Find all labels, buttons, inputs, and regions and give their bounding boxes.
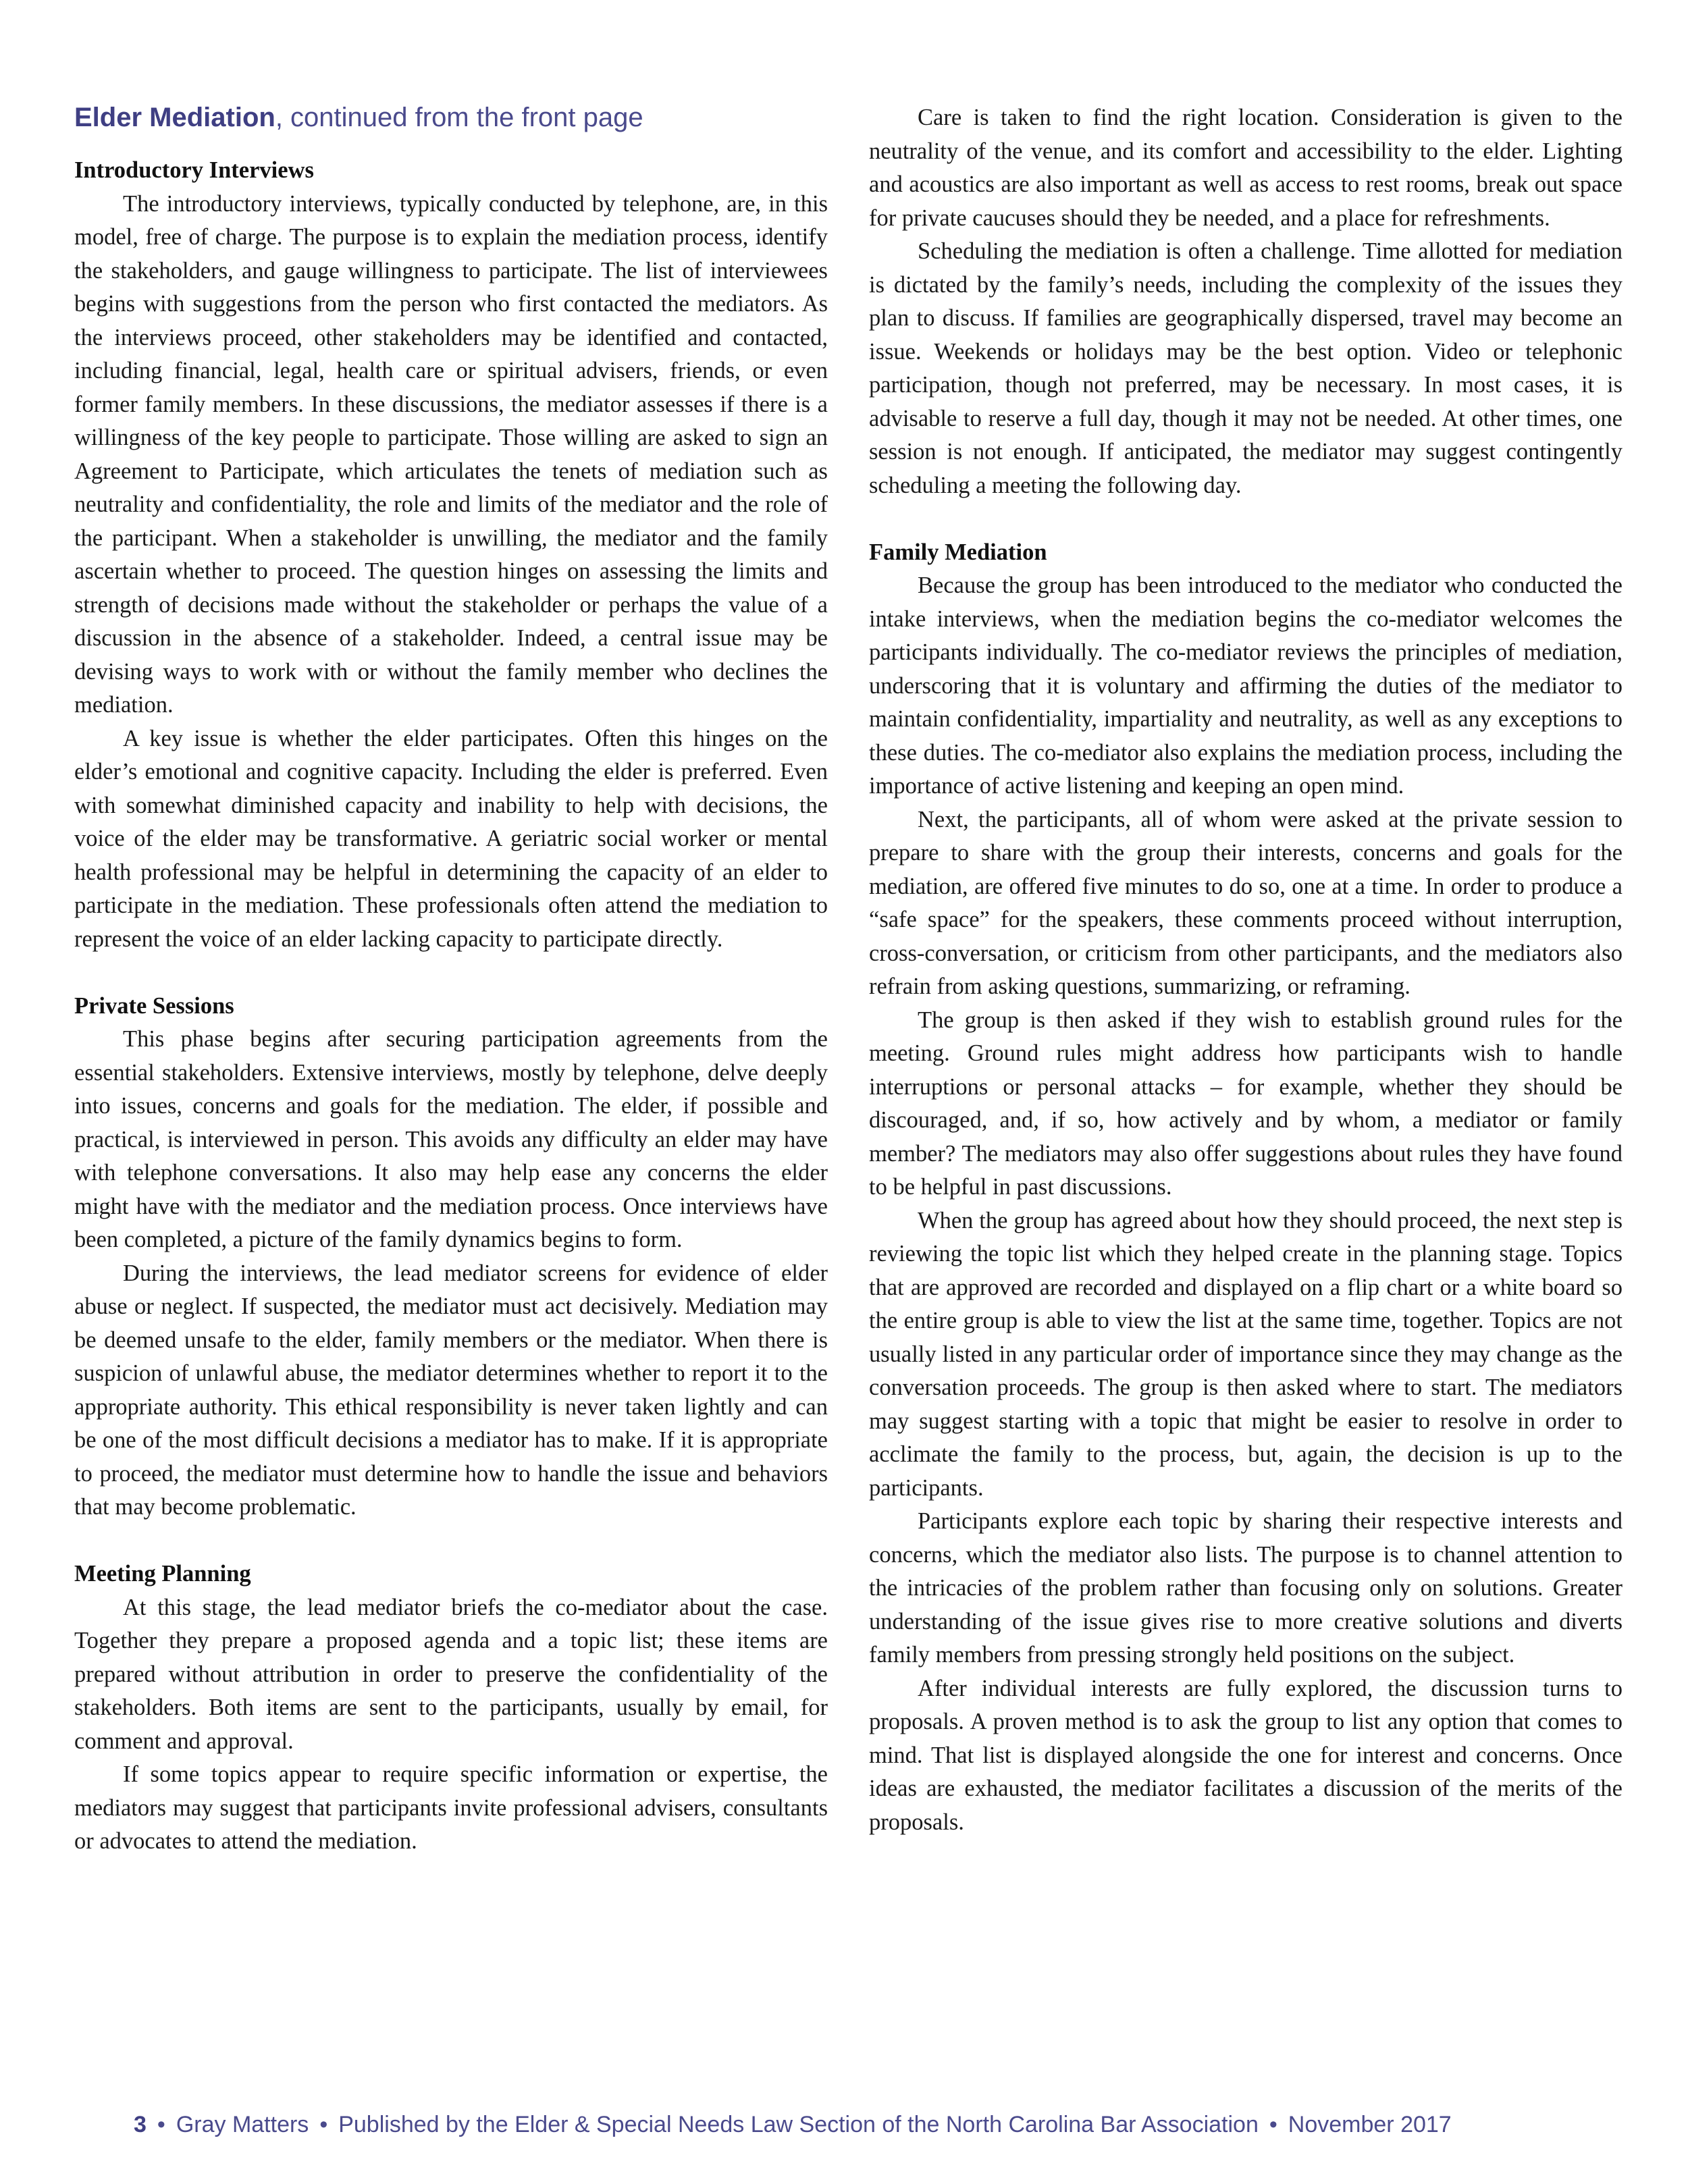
publication-name: Gray Matters (176, 2112, 309, 2137)
section-heading-introductory-interviews: Introductory Interviews (74, 157, 314, 183)
publisher-line: Published by the Elder & Special Needs Law Section of the North Carolina Bar Association (338, 2112, 1259, 2137)
paragraph: This phase begins after securing participation agreements from the essential stakeholders. Extensive interviews, mostly by telephone, delve deeply into issues, concerns and goals for the mediation. The elder, if possible and practical, is interviewed in person. This avoids any difficulty an elder may have with telephone conversations. It also may help ease any concerns the elder might have with the mediator and the mediation process. Once interviews have been completed, a picture of the family dynamics begins to form. (74, 1026, 828, 1252)
paragraph: Next, the participants, all of whom were asked at the private session to prepare to share with the group their interests, concerns and goals for the mediation, are offered five minutes to do so, one at a time. In order to produce a “safe space” for the speakers, these comments proceed without interruption, cross-conversation, or criticism from other participants, and the mediators also refrain from asking questions, summarizing, or reframing. (869, 806, 1623, 999)
section-gap (869, 502, 1623, 536)
right-column (869, 101, 1623, 1839)
bullet-separator: • (319, 2112, 328, 2137)
continued-note: , continued from the front page (275, 103, 643, 132)
section-heading-family-mediation: Family Mediation (869, 539, 1047, 565)
paragraph: During the interviews, the lead mediator screens for evidence of elder abuse or neglect. If suspected, the mediator must act decisively. Mediation may be deemed unsafe to the elder, family members or the mediator. When there is suspicion of unlawful abuse, the mediator determines whether to report it to the appropriate authority. This ethical responsibility is never taken lightly and can be one of the most difficult decisions a mediator has to make. If it is appropriate to proceed, the mediator must determine how to handle the issue and behaviors that may become problematic. (74, 1260, 828, 1520)
paragraph: When the group has agreed about how they should proceed, the next step is reviewing the topic list which they helped create in the planning stage. Topics that are approved are recorded and displayed on a flip chart or a white board so the entire group is able to view the list at the same time, together. Topics are not usually listed in any particular order of importance since they may change as the conversation proceeds. The group is then asked where to start. The mediators may suggest starting with a topic that might be easier to resolve in order to acclimate the family to the process, but, again, the decision is up to the participants. (869, 1207, 1623, 1501)
paragraph: If some topics appear to require specific information or expertise, the mediators may suggest that participants invite professional advisers, consultants or advocates to attend the mediation. (74, 1761, 828, 1854)
paragraph: At this stage, the lead mediator briefs the co-mediator about the case. Together they prepare a proposed agenda and a topic list; these items are prepared without attribution in order to preserve the confidentiality of the stakeholders. Both items are sent to the participants, usually by email, for comment and approval. (74, 1594, 828, 1754)
paragraph: After individual interests are fully explored, the discussion turns to proposals. A proven method is to ask the group to list any option that comes to mind. That list is displayed alongside the one for interest and concerns. Once ideas are exhausted, the mediator facilitates a discussion of the merits of the proposals. (869, 1675, 1623, 1835)
paragraph: Care is taken to find the right location. Consideration is given to the neutrality of the venue, and its comfort and accessibility to the elder. Lighting and acoustics are also important as well as access to rest rooms, break out space for private caucuses should they be needed, and a place for refreshments. (869, 105, 1623, 231)
bullet-separator: • (1269, 2112, 1277, 2137)
page-footer (134, 2112, 1452, 2138)
section-heading-meeting-planning: Meeting Planning (74, 1561, 251, 1587)
paragraph: Participants explore each topic by sharing their respective interests and concerns, which the mediator also lists. The purpose is to channel attention to the intricacies of the problem rather than focusing only on solutions. Greater understanding of the issue gives rise to more creative solutions and diverts family members from pressing strongly held positions on the subject. (869, 1508, 1623, 1668)
section-gap (74, 1524, 828, 1558)
page-number: 3 (134, 2112, 147, 2137)
bullet-separator: • (157, 2112, 165, 2137)
paragraph: Scheduling the mediation is often a challenge. Time allotted for mediation is dictated by the family’s needs, including the complexity of the issues they plan to discuss. If families are geographically dispersed, travel may become an issue. Weekends or holidays may be the best option. Video or telephonic participation, though not preferred, may be necessary. In most cases, it is advisable to reserve a full day, though it may not be needed. At other times, one session is not enough. If anticipated, the mediator may suggest contingently scheduling a meeting the following day. (869, 238, 1623, 498)
paragraph: The introductory interviews, typically conducted by telephone, are, in this model, free of charge. The purpose is to explain the mediation process, identify the stakeholders, and gauge willingness to participate. The list of interviewees begins with suggestions from the person who first contacted the mediators. As the interviews proceed, other stakeholders may be identified and contacted, including financial, legal, health care or spiritual advisers, friends, or even former family members. In these discussions, the mediator assesses if there is a willingness of the key people to participate. Those willing are asked to sign an Agreement to Participate, which articulates the tenets of mediation such as neutrality and confidentiality, the role and limits of the mediator and the role of the participant. When a stakeholder is unwilling, the mediator and the family ascertain whether to proceed. The question hinges on assessing the limits and strength of decisions made without the stakeholder or perhaps the value of a discussion in the absence of a stakeholder. Indeed, a central issue may be devising ways to work with or without the family member who declines the mediation. (74, 190, 828, 718)
paragraph: The group is then asked if they wish to establish ground rules for the meeting. Ground rules might address how participants wish to handle interruptions or personal attacks – for example, whether they should be discouraged, and, if so, how actively and by whom, a mediator or family member? The mediators may also offer suggestions about rules they have found to be helpful in past discussions. (869, 1007, 1623, 1200)
paragraph: Because the group has been introduced to the mediator who conducted the intake interviews, when the mediation begins the co-mediator welcomes the participants individually. The co-mediator reviews the principles of mediation, underscoring that it is voluntary and affirming the duties of the mediator to maintain confidentiality, impartiality and neutrality, as well as any exceptions to these duties. The co-mediator also explains the mediation process, including the importance of active listening and keeping an open mind. (869, 572, 1623, 799)
left-column (74, 101, 828, 1859)
section-gap (74, 956, 828, 990)
issue-date: November 2017 (1288, 2112, 1452, 2137)
continuation-header (74, 101, 828, 134)
article-title: Elder Mediation (74, 103, 275, 132)
section-heading-private-sessions: Private Sessions (74, 992, 234, 1019)
paragraph: A key issue is whether the elder participates. Often this hinges on the elder’s emotional and cognitive capacity. Including the elder is preferred. Even with somewhat diminished capacity and inability to help with decisions, the voice of the elder may be transformative. A geriatric social worker or mental health professional may be helpful in determining the capacity of an elder to participate in the mediation. These professionals often attend the mediation to represent the voice of an elder lacking capacity to participate directly. (74, 725, 828, 952)
